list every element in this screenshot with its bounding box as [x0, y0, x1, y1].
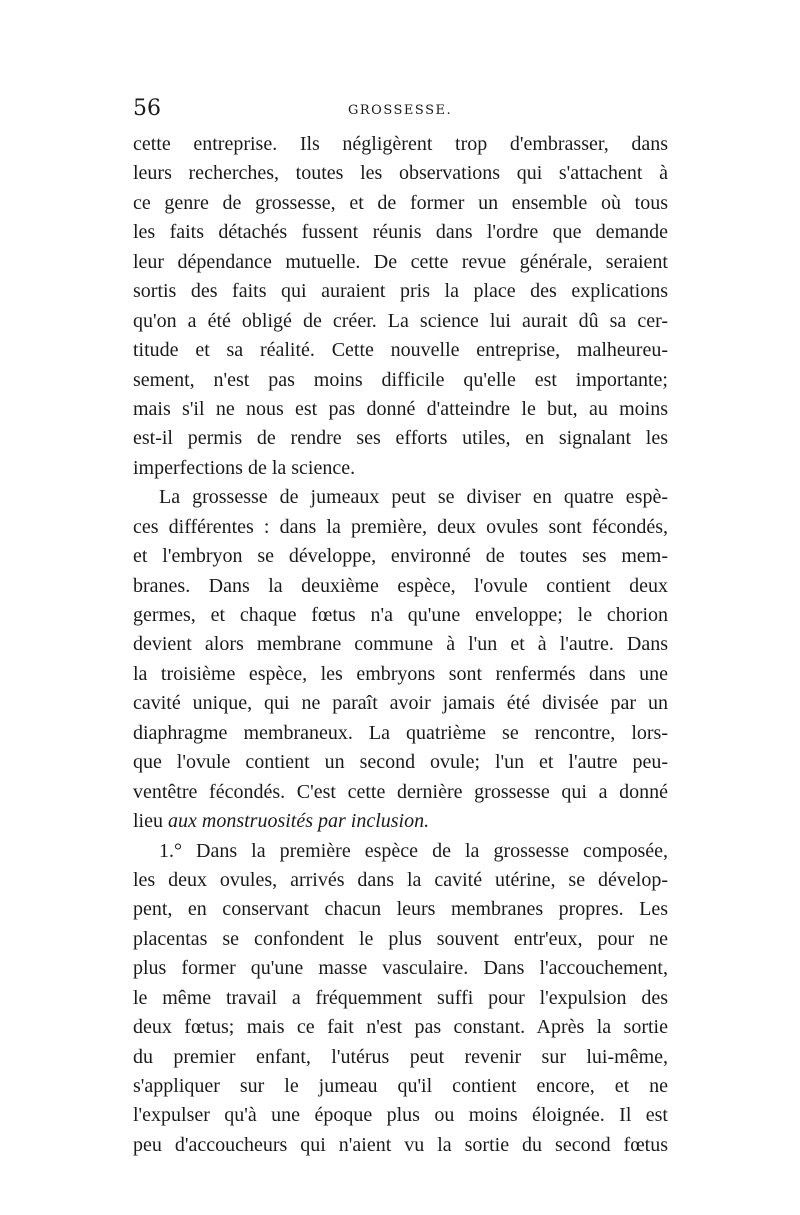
text-line: pent, en conservant chacun leurs membranes propres. Les	[133, 898, 668, 921]
text-line: germes, et chaque fœtus n'a qu'une enveloppe; le chorion	[133, 604, 668, 626]
text-line: du premier enfant, l'utérus peut revenir sur lui-même,	[133, 1045, 668, 1068]
text-line: cette entreprise. Ils négligèrent trop d'embrasser, dans	[133, 133, 668, 155]
text-line: ce genre de grossesse, et de former un ensemble où tous	[133, 191, 668, 214]
text-line: leurs recherches, toutes les observations qui s'attachent à	[133, 162, 668, 185]
text-line: les deux ovules, arrivés dans la cavité utérine, se dévelop-	[133, 868, 668, 891]
text-line: et l'embryon se développe, environné de toutes ses mem-	[133, 545, 668, 568]
text-line: imperfections de la science.	[133, 456, 356, 479]
text-line: plus former qu'une masse vasculaire. Dans l'accouchement,	[133, 957, 668, 980]
italic-term: aux monstruosités par inclusion.	[168, 810, 430, 833]
text-line: sement, n'est pas moins difficile qu'elle est importante;	[133, 368, 668, 391]
text-line: l'expulser qu'à une époque plus ou moins éloignée. Il est	[133, 1104, 668, 1127]
text-line: qu'on a été obligé de créer. La science lui aurait dû sa cer-	[133, 309, 668, 332]
text-line: placentas se confondent le plus souvent entr'eux, pour ne	[133, 927, 668, 950]
text-line: ventêtre fécondés. C'est cette dernière grossesse qui a donné	[133, 780, 668, 803]
text-line: devient alors membrane commune à l'un et à l'autre. Dans	[133, 633, 668, 656]
text-line: sortis des faits qui auraient pris la place des explications	[133, 280, 668, 303]
text-fragment: lieu	[133, 810, 163, 833]
text-line: le même travail a fréquemment suffi pour l'expulsion des	[133, 986, 668, 1009]
text-line: mais s'il ne nous est pas donné d'atteindre le but, au moins	[133, 397, 668, 420]
text-line: est-il permis de rendre ses efforts utiles, en signalant les	[133, 427, 668, 450]
text-line: branes. Dans la deuxième espèce, l'ovule contient deux	[133, 574, 668, 597]
text-line	[133, 807, 668, 836]
text-line: leur dépendance mutuelle. De cette revue générale, seraient	[133, 250, 668, 273]
text-line: ces différentes : dans la première, deux ovules sont fécondés,	[133, 515, 668, 538]
text-line: La grossesse de jumeaux peut se diviser en quatre espè-	[159, 486, 668, 509]
text-line: que l'ovule contient un second ovule; l'un et l'autre peu-	[133, 751, 668, 774]
text-line: titude et sa réalité. Cette nouvelle entreprise, malheureu-	[133, 339, 668, 362]
text-line: deux fœtus; mais ce fait n'est pas constant. Après la sortie	[133, 1016, 668, 1039]
text-line: 1.° Dans la première espèce de la grossesse composée,	[159, 839, 668, 862]
text-line: la troisième espèce, les embryons sont renfermés dans une	[133, 662, 668, 685]
text-line: s'appliquer sur le jumeau qu'il contient encore, et ne	[133, 1075, 668, 1097]
text-line: les faits détachés fussent réunis dans l'ordre que demande	[133, 221, 668, 244]
page-number: 56	[133, 96, 161, 121]
text-line: cavité unique, qui ne paraît avoir jamais été divisée par un	[133, 692, 668, 715]
running-title: GROSSESSE.	[348, 103, 453, 118]
text-line: diaphragme membraneux. La quatrième se rencontre, lors-	[133, 721, 668, 744]
body-text	[133, 130, 668, 1160]
text-line: peu d'accoucheurs qui n'aient vu la sortie du second fœtus	[133, 1133, 668, 1156]
page-header	[133, 96, 668, 126]
